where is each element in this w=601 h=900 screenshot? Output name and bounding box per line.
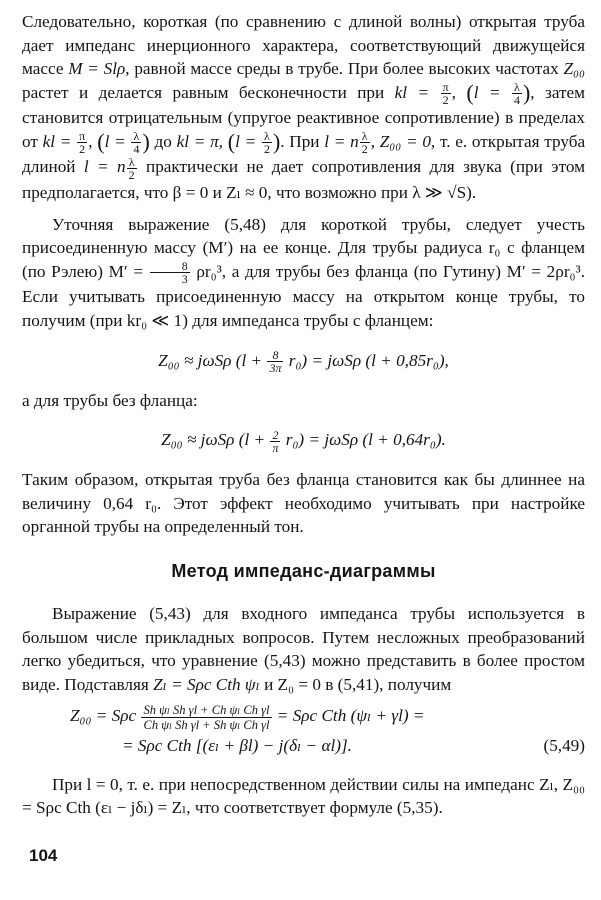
equation-5-49: Z₀₀ = Sρc $\frac{\text{Sh ψₗ Sh γl + Ch ψₗ Ch γl}}{\text{Ch ψₗ Sh γl + Sh ψₗ Ch γl}}$ = Sρc Cth (ψₗ + γl) = = Sρc Cth [(εₗ + βl) − j(δₗ − αl)]. (5,49) <box>22 702 585 759</box>
formula: kl = <box>394 82 430 102</box>
paragraph-2: Уточняя выражение (5,48) для короткой трубы, следует учесть присоединенную массу (M′) на ее конце. Для трубы радиуса r₀ с фланцем (по Рэлею) M′ = $\frac{8}{3}$ ρr₀³, а для трубы без фланца (по Гутину) M′ = 2ρr₀³. Если учитывать присоединенную массу на открытом конце трубы, то получим (при kr₀ ≪ 1) для импеданса трубы с фланцем: <box>22 214 585 330</box>
text: растет и делается равным бесконечности при <box>22 82 395 102</box>
equation-number: (5,49) <box>543 735 585 755</box>
section-heading: Метод импеданс-диаграммы <box>171 560 436 581</box>
equation-without-flange: Z₀₀ ≈ jωSρ (l + $\frac{2}{\pi}$ r₀) = jωSρ (l + 0,64r₀). <box>161 427 446 455</box>
text: Следовательно, короткая (по сравнению с длиной волны) открытая труба дает импеданс инерционного характера, соответствующий движущейся массе <box>22 12 585 79</box>
paragraph-6: При l = 0, т. е. при непосредственном действии силы на импеданс Zₗ, Z₀₀ = Sρc Cth (εₗ − jδₗ) = Zₗ, что соответствует формуле (5,35). <box>22 774 585 818</box>
formula-mass: M = Slρ <box>68 59 126 79</box>
equation-with-flange: Z₀₀ ≈ jωSρ (l + $\frac{8}{3\pi}$ r₀) = jωSρ (l + 0,85r₀), <box>158 348 449 376</box>
text: , равной массе среды в трубе. При более высоких частотах <box>125 59 564 79</box>
text: , затем становится отрицательным (упругое реактивное сопротивление) в пределах от <box>22 82 586 151</box>
paragraph-3: а для трубы без фланца: <box>22 390 198 410</box>
page-number: 104 <box>29 846 58 865</box>
formula-z00: Z₀₀ <box>563 59 585 79</box>
formula: l = <box>473 82 501 102</box>
fraction: $\frac{\pi}{2}$ <box>442 80 449 108</box>
paragraph-4: Таким образом, открытая труба без фланца становится как бы длиннее на величину 0,64 r₀. Этот эффект необходимо учитывать при настройке органной трубы на определенный тон. <box>22 470 585 537</box>
fraction: $\frac{8}{3}$ <box>150 260 190 285</box>
page-body <box>22 10 585 820</box>
paragraph-1: Следовательно, короткая (по сравнению с длиной волны) открытая труба дает импеданс инерционного характера, соответствующий движущейся массе M = Slρ, равной массе среды в трубе. При более высоких частотах Z₀₀ растет и делается равным бесконечности при kl = $\frac{\pi}{2}$ , (l = $\frac{\lambda}{4}$ ), затем становится отрицательным (упругое реактивное сопротивление) в пределах от kl = $\frac{\pi}{2}$ , (l = $\frac{\lambda}{4}$ ) до kl = π, (l = $\frac{\lambda}{2}$ ). При l = n $\frac{\lambda}{2}$ , Z₀₀ = 0, т. е. открытая труба длиной l = n $\frac{\lambda}{2}$ практически не дает сопротивления для звука (при этом предполагается, что β = 0 и Zₗ ≈ 0, что возможно при λ ≫ √S). <box>22 12 586 203</box>
paragraph-5: Выражение (5,43) для входного импеданса трубы используется в большом числе прикладных вопросов. Путем несложных преобразований легко убедиться, что уравнение (5,43) можно представить в более простом виде. Подставляя Zₗ = Sρc Cth ψₗ и Z₀ = 0 в (5,41), получим <box>22 603 585 694</box>
fraction: $\frac{\lambda}{4}$ <box>513 80 520 108</box>
